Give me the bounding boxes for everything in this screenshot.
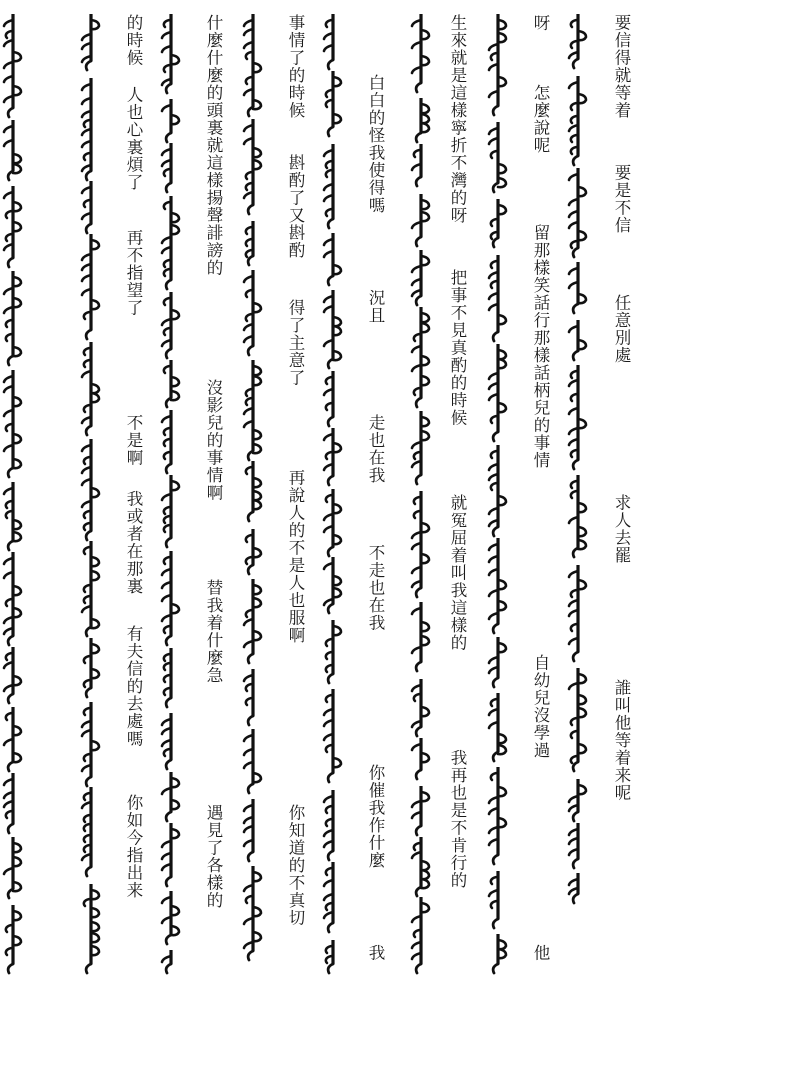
mongolian-script-glyphs: [565, 14, 591, 978]
chinese-text-column: [120, 0, 146, 1066]
chinese-phrase: 況且: [366, 289, 385, 324]
mongolian-script-column: [485, 0, 511, 1066]
chinese-phrase: 生來就是這樣寧折不灣的呀: [448, 14, 467, 224]
mongolian-script-glyphs: [0, 14, 26, 978]
mongolian-script-glyphs: [158, 14, 184, 978]
chinese-text-column: [200, 0, 226, 1066]
chinese-phrase: 留那樣笑話行那樣話柄兒的事情: [531, 224, 550, 469]
chinese-phrase: 自幼兒沒學過: [531, 654, 550, 759]
mongolian-script-column: [78, 0, 104, 1066]
chinese-phrase: 誰叫他等着来呢: [612, 679, 631, 802]
chinese-phrase: 不是啊: [124, 414, 143, 467]
mongolian-script-column: [240, 0, 266, 1066]
chinese-phrase: 我: [366, 944, 385, 962]
chinese-phrase: 有夫信的去處嗎: [124, 625, 143, 748]
chinese-phrase: 遇見了各樣的: [204, 804, 223, 909]
chinese-phrase: 不走也在我: [366, 544, 385, 632]
mongolian-script-column: [0, 0, 26, 1066]
chinese-phrase: 我再也是不肯行的: [448, 749, 467, 889]
chinese-phrase: 就冤屈着叫我這樣的: [448, 494, 467, 652]
mongolian-script-column: [320, 0, 346, 1066]
mongolian-script-glyphs: [320, 14, 346, 978]
chinese-phrase: 你如今指出来: [124, 794, 143, 899]
mongolian-script-column: [565, 0, 591, 1066]
chinese-phrase: 沒影兒的事情啊: [204, 379, 223, 502]
mongolian-script-column: [158, 0, 184, 1066]
mongolian-script-glyphs: [485, 14, 511, 978]
mongolian-script-glyphs: [240, 14, 266, 978]
chinese-phrase: 再不指望了: [124, 229, 143, 317]
chinese-phrase: 要信得就等着: [612, 14, 631, 119]
chinese-phrase: 替我着什麼急: [204, 579, 223, 684]
chinese-phrase: 怎麼說呢: [531, 84, 550, 154]
mongolian-script-glyphs: [408, 14, 434, 978]
chinese-phrase: 你催我作什麼: [366, 764, 385, 869]
mongolian-script-column: [408, 0, 434, 1066]
chinese-phrase: 人也心裏煩了: [124, 86, 143, 191]
chinese-phrase: 要是不信: [612, 164, 631, 234]
mongolian-script-glyphs: [78, 14, 104, 978]
chinese-phrase: 他: [531, 944, 550, 962]
chinese-phrase: 我或者在那裏: [124, 490, 143, 595]
chinese-text-column: [282, 0, 308, 1066]
chinese-text-column: [444, 0, 470, 1066]
chinese-phrase: 把事不見真酌的時候: [448, 269, 467, 427]
chinese-text-column: [362, 0, 388, 1066]
chinese-phrase: 得了主意了: [286, 299, 305, 387]
chinese-phrase: 走也在我: [366, 414, 385, 484]
chinese-phrase: 再說人的不是人也服啊: [286, 469, 305, 644]
chinese-phrase: 求人去罷: [612, 494, 631, 564]
chinese-phrase: 任意別處: [612, 294, 631, 364]
chinese-phrase: 什麼什麼的頭裏就這樣揚聲誹謗的: [204, 14, 223, 277]
chinese-phrase: 的時候: [124, 14, 143, 67]
chinese-phrase: 斟酌了又斟酌: [286, 154, 305, 259]
chinese-text-column: [527, 0, 553, 1066]
chinese-phrase: 事情了的時候: [286, 14, 305, 119]
chinese-phrase: 你知道的不真切: [286, 804, 305, 927]
chinese-phrase: 白白的怪我使得嗎: [366, 74, 385, 214]
chinese-text-column: [608, 0, 634, 1066]
chinese-phrase: 呀: [531, 14, 550, 32]
